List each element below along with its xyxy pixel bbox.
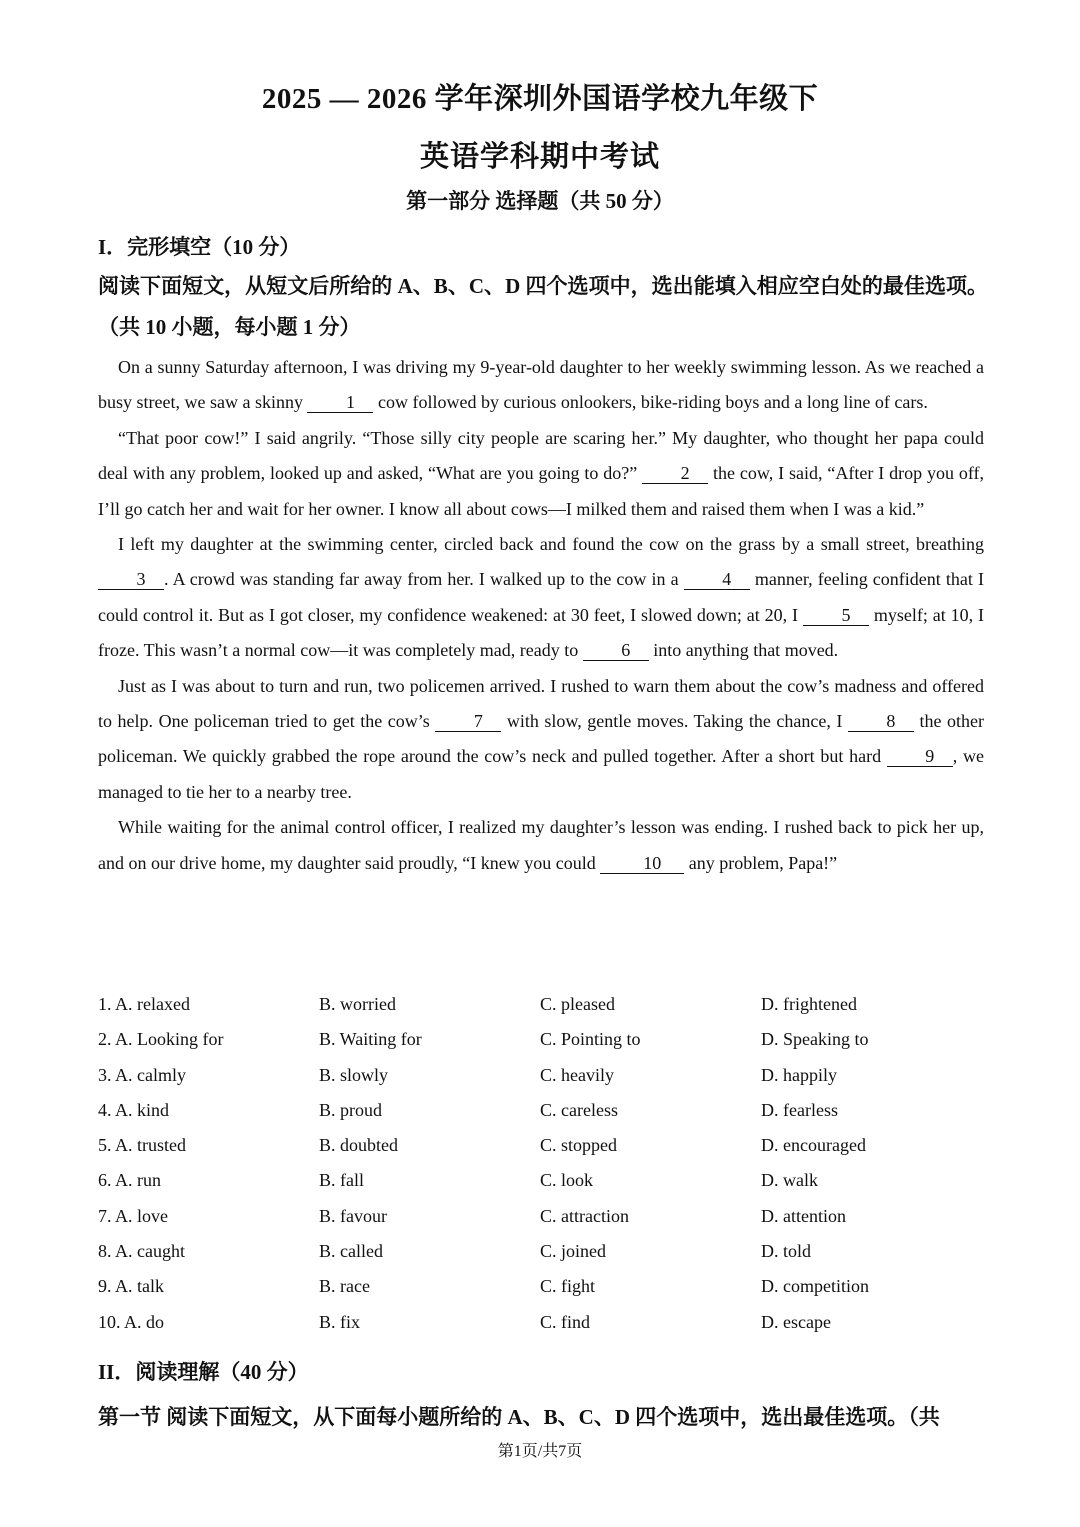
exam-title-line1: 2025 — 2026 学年深圳外国语学校九年级下: [261, 83, 819, 115]
option-a: 7. A. love: [98, 1205, 168, 1226]
option-c: C. fight: [540, 1276, 596, 1297]
page-number: 第1页/共7页: [497, 1443, 583, 1460]
option-d: D. attention: [761, 1205, 846, 1226]
option-a: 8. A. caught: [98, 1241, 185, 1262]
option-row: [98, 1199, 984, 1234]
option-a: 3. A. calmly: [98, 1064, 186, 1085]
blank-4: 4: [684, 569, 750, 590]
passage-text: On a sunny Saturday afternoon, I was driving my 9-year-old daughter to her weekly swimming lesson. As we reached a busy street, we saw a skinny: [98, 357, 984, 413]
option-a: 6. A. run: [98, 1170, 161, 1191]
option-d: D. competition: [761, 1276, 869, 1297]
passage-text: “That poor cow!” I said angrily. “Those silly city people are scaring her.” My daughter, who thought her papa could deal with any problem, looked up and asked, “What are you going to do?”: [98, 427, 984, 484]
option-c: C. Pointing to: [540, 1029, 641, 1050]
passage-text: Just as I was about to turn and run, two policemen arrived. I rushed to warn them about the cow’s madness and offered to help. One policeman tried to get the cow’s: [98, 675, 984, 732]
option-b: B. doubted: [319, 1135, 398, 1156]
passage-text: myself; at 10, I froze. This wasn’t a normal cow—it was completely mad, ready to: [98, 604, 985, 661]
option-a: 1. A. relaxed: [98, 994, 190, 1014]
option-c: C. joined: [540, 1241, 606, 1262]
option-c: C. pleased: [540, 994, 615, 1014]
option-b: B. race: [319, 1276, 370, 1297]
passage-text: into anything that moved.: [648, 640, 839, 661]
option-b: B. worried: [319, 994, 396, 1014]
passage-text: While waiting for the animal control officer, I realized my daughter’s lesson was ending. I rushed back to pick her up, and on our drive home, my daughter said proudly, “I knew you could: [98, 817, 984, 873]
option-b: B. favour: [319, 1205, 387, 1226]
passage-paragraph-2: [98, 421, 984, 527]
option-row: [98, 1305, 984, 1340]
passage-text: the cow, I said, “After I drop you off, I’ll go catch her and wait for her owner. I know all about cows—I milked them and raised them when I was a kid.”: [98, 463, 984, 519]
passage-paragraph-3: [98, 527, 984, 669]
option-b: B. slowly: [319, 1064, 389, 1085]
option-row: [98, 1022, 984, 1057]
passage-text: the other policeman. We quickly grabbed the rope around the cow’s neck and pulled together. After a short but hard: [98, 711, 984, 767]
blank-8: 8: [848, 711, 914, 732]
blank-10: 10: [600, 853, 684, 874]
blank-2: 2: [642, 463, 708, 484]
options-list: [98, 987, 984, 1340]
option-b: B. called: [319, 1241, 383, 1262]
option-c: C. careless: [540, 1099, 618, 1120]
option-a: 5. A. trusted: [98, 1135, 186, 1156]
option-row: [98, 1093, 984, 1128]
passage-paragraph-4: [98, 669, 984, 811]
option-d: D. Speaking to: [761, 1029, 869, 1050]
option-b: B. Waiting for: [319, 1029, 422, 1050]
section1-instruction: 阅读下面短文，从短文后所给的 A、B、C、D 四个选项中，选出能填入相应空白处的最佳选项。（共 10 小题，每小题 1 分）: [98, 274, 988, 339]
option-a: 4. A. kind: [98, 1099, 170, 1120]
exam-title-line2: 英语学科期中考试: [419, 141, 660, 173]
option-d: D. happily: [761, 1064, 837, 1085]
option-d: D. escape: [761, 1311, 831, 1332]
option-d: D. fearless: [761, 1099, 838, 1120]
option-row: [98, 1234, 984, 1269]
option-d: D. frightened: [761, 994, 857, 1014]
blank-5: 5: [803, 605, 869, 626]
passage-text: I left my daughter at the swimming center, circled back and found the cow on the grass by a small street, breathing: [118, 534, 984, 555]
section1-heading: I．完形填空（10 分）: [98, 235, 301, 259]
option-c: C. stopped: [540, 1135, 618, 1156]
blank-3: 3: [98, 569, 164, 590]
option-b: B. fix: [319, 1311, 361, 1332]
blank-9: 9: [887, 746, 953, 767]
passage-paragraph-5: [98, 810, 984, 881]
option-c: C. find: [540, 1311, 591, 1332]
blank-7: 7: [435, 711, 501, 732]
option-row: [98, 1058, 984, 1093]
passage-text: . A crowd was standing far away from her. I walked up to the cow in a: [164, 569, 684, 590]
option-row: [98, 1269, 984, 1304]
section2-heading: II．阅读理解（40 分）: [98, 1360, 309, 1384]
passage-text: , we managed to tie her to a nearby tree.: [98, 746, 984, 802]
option-a: 2. A. Looking for: [98, 1029, 224, 1050]
section2-instruction: 第一节 阅读下面短文，从下面每小题所给的 A、B、C、D 四个选项中，选出最佳选项。（共: [98, 1405, 940, 1429]
option-c: C. look: [540, 1170, 594, 1191]
option-row: [98, 987, 984, 1022]
option-b: B. fall: [319, 1170, 364, 1191]
option-a: 10. A. do: [98, 1311, 165, 1332]
blank-6: 6: [583, 640, 649, 661]
option-row: [98, 1163, 984, 1198]
passage-text: any problem, Papa!”: [684, 852, 838, 873]
option-row: [98, 1128, 984, 1163]
option-c: C. attraction: [540, 1205, 629, 1226]
option-d: D. walk: [761, 1170, 818, 1191]
option-d: D. encouraged: [761, 1135, 866, 1156]
option-a: 9. A. talk: [98, 1276, 164, 1297]
passage-text: manner, feeling confident that I could control it. But as I got closer, my confidence weakened: at 30 feet, I slowed down; at 20, I: [98, 569, 984, 625]
option-b: B. proud: [319, 1099, 382, 1120]
passage-text: cow followed by curious onlookers, bike-riding boys and a long line of cars.: [373, 392, 928, 413]
option-c: C. heavily: [540, 1064, 614, 1085]
part-heading: 第一部分 选择题（共 50 分）: [406, 189, 674, 213]
passage-paragraph-1: [98, 350, 984, 421]
passage-text: with slow, gentle moves. Taking the chance, I: [501, 711, 848, 732]
option-d: D. told: [761, 1241, 812, 1262]
blank-1: 1: [307, 392, 373, 413]
cloze-passage: [98, 350, 984, 881]
